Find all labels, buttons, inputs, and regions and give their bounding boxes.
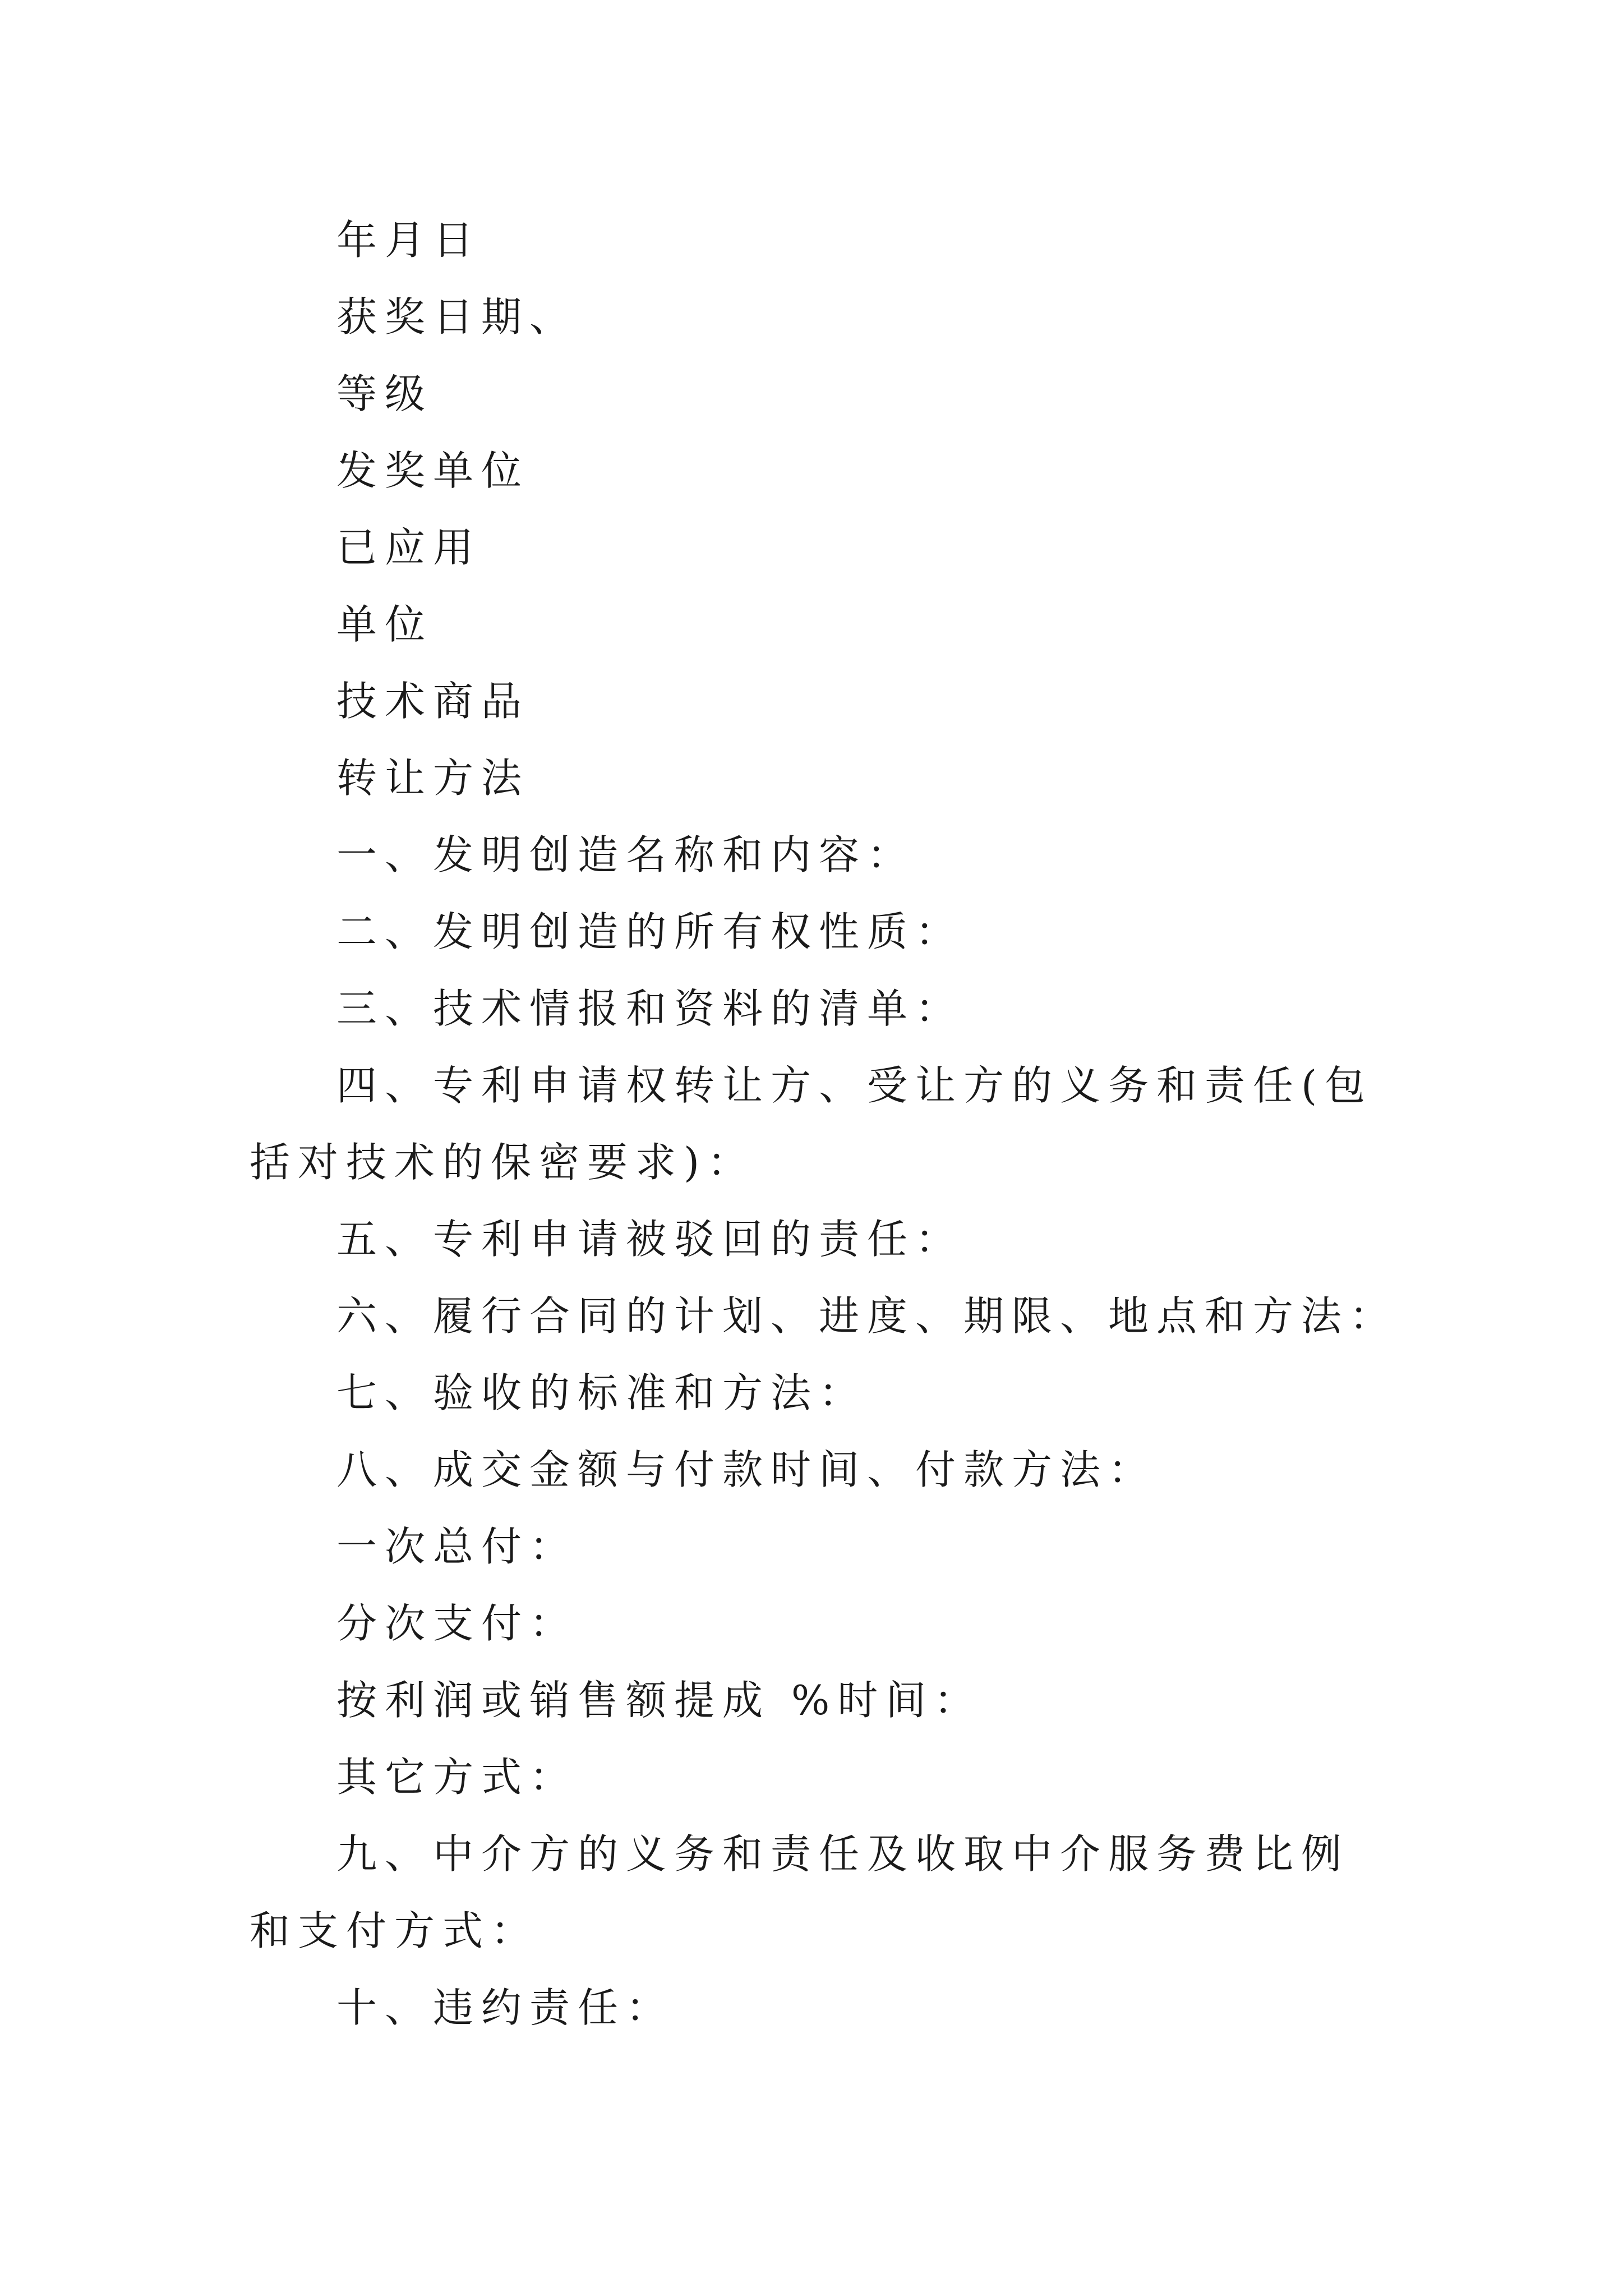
clause-heading: 二、发明创造的所有权性质：	[336, 908, 964, 955]
payment-option: 按利润或销售额提成 %时间：	[336, 1677, 983, 1724]
document-body	[250, 202, 1398, 2046]
text-line: 单位	[336, 601, 434, 648]
payment-option: 其它方式：	[336, 1754, 578, 1801]
text-line: 发奖单位	[336, 447, 530, 494]
text-line: 转让方法	[336, 754, 530, 802]
payment-option: 分次支付：	[336, 1600, 578, 1647]
text-line: 获奖日期、	[336, 293, 578, 341]
clause-heading: 四、专利申请权转让方、受让方的义务和责任(包括对技术的保密要求)：	[250, 1062, 1373, 1186]
clause-heading: 十、违约责任：	[336, 1984, 675, 2031]
clause-heading: 八、成交金额与付款时间、付款方法：	[336, 1446, 1157, 1493]
payment-option: 一次总付：	[336, 1523, 578, 1570]
clause-heading: 七、验收的标准和方法：	[336, 1369, 868, 1416]
text-line: 已应用	[336, 524, 482, 571]
text-line: 等级	[336, 370, 434, 417]
clause-heading: 六、履行合同的计划、进度、期限、地点和方法：	[336, 1292, 1398, 1340]
clause-heading: 九、中介方的义务和责任及收取中介服务费比例和支付方式：	[250, 1830, 1350, 1954]
text-line: 技术商品	[336, 678, 530, 725]
clause-heading: 五、专利申请被驳回的责任：	[336, 1216, 964, 1263]
text-line: 年月日	[336, 217, 482, 264]
clause-heading: 三、技术情报和资料的清单：	[336, 985, 964, 1032]
clause-heading: 一、发明创造名称和内容：	[336, 831, 916, 878]
